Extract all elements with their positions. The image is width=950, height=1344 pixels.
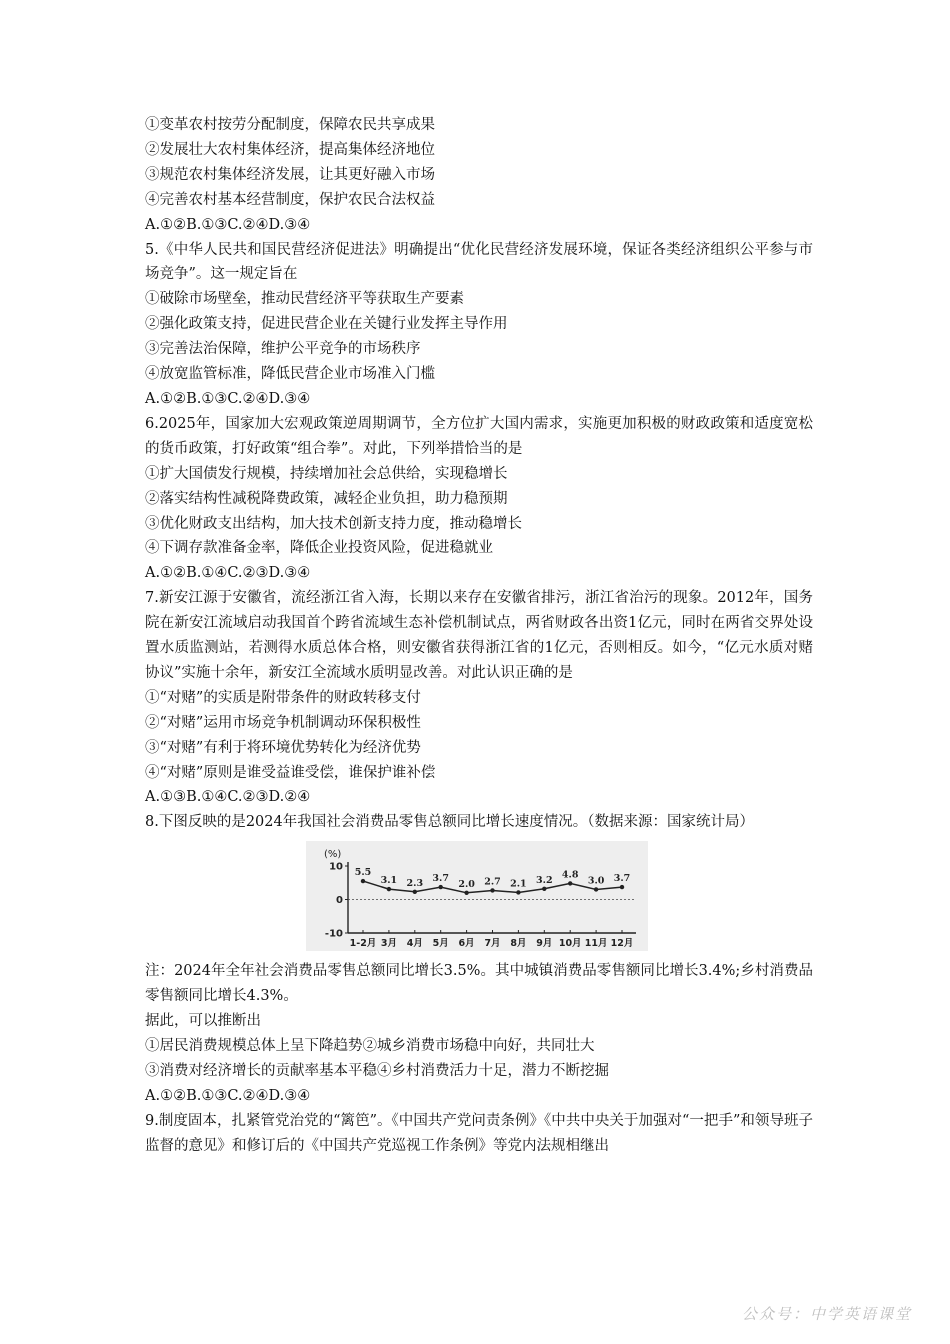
data-label: 3.2 <box>536 875 553 887</box>
data-point <box>594 888 598 892</box>
q6-answers: A.①②B.①④C.②③D.③④ <box>145 565 311 582</box>
q4-option-4: ④完善农村基本经营制度，保护农民合法权益 <box>145 191 435 208</box>
q5-option-3: ③完善法治保障，维护公平竞争的市场秩序 <box>145 341 421 358</box>
data-label: 2.3 <box>406 878 424 890</box>
data-point <box>568 882 572 886</box>
q8-lead: 据此，可以推断出 <box>145 1013 261 1030</box>
q4-option-1: ①变革农村按劳分配制度，保障农民共享成果 <box>145 117 435 133</box>
y-unit-label: (%) <box>324 849 342 861</box>
data-point <box>490 889 494 893</box>
x-tick-label: 9月 <box>536 938 553 950</box>
y-tick-label: -10 <box>324 928 343 940</box>
q4-option-3: ③规范农村集体经济发展，让其更好融入市场 <box>145 166 435 183</box>
data-point <box>413 890 417 894</box>
x-tick-label: 5月 <box>432 938 449 950</box>
q8-option-2: ③消费对经济增长的贡献率基本平稳④乡村消费活力十足，潜力不断挖掘 <box>145 1062 609 1079</box>
q7-option-4: ④“对赌”原则是谁受益谁受偿，谁保护谁补偿 <box>145 764 436 781</box>
q5-stem: 5.《中华人民共和国民营经济促进法》明确提出“优化民营经济发展环境，保证各类经济组织公平参与市场竞争”。这一规定旨在 <box>145 241 813 283</box>
data-point <box>542 887 546 891</box>
line-chart-svg <box>306 841 648 951</box>
data-point <box>516 891 520 895</box>
q5-option-4: ④放宽监管标准，降低民营企业市场准入门槛 <box>145 366 435 383</box>
data-label: 2.1 <box>510 878 527 890</box>
q7-stem: 7.新安江源于安徽省，流经浙江省入海，长期以来存在安徽省排污，浙江省治污的现象。2012年，国务院在新安江流域启动我国首个跨省流域生态补偿机制试点，两省财政各出资1亿元，同时在两省交界处设置水质监测站，若测得水质总体合格，则安徽省获得浙江省的1亿元，否则相反。如今，“亿元水质对赌协议”实施十余年，新安江全流域水质明显改善。对此认识正确的是 <box>145 590 813 681</box>
q4-answers: A.①②B.①③C.②④D.③④ <box>145 216 311 233</box>
x-tick-label: 4月 <box>406 938 423 950</box>
q8-note: 注：2024年全年社会消费品零售总额同比增长3.5%。其中城镇消费品零售额同比增长3.4%;乡村消费品零售额同比增长4.3%。 <box>145 963 813 1005</box>
retail-growth-chart <box>306 841 648 951</box>
q6-option-1: ①扩大国债发行规模，持续增加社会总供给，实现稳增长 <box>145 465 508 482</box>
data-label: 5.5 <box>354 867 372 879</box>
q6-stem: 6.2025年，国家加大宏观政策逆周期调节，全方位扩大国内需求，实施更加积极的财政政策和适度宽松的货币政策，打好政策“组合拳”。对此，下列举措恰当的是 <box>145 415 813 457</box>
q7-option-2: ②“对赌”运用市场竞争机制调动环保积极性 <box>145 714 421 731</box>
q8-option-1: ①居民消费规模总体上呈下降趋势②城乡消费市场稳中向好，共同壮大 <box>145 1038 595 1054</box>
q5-option-1: ①破除市场壁垒，推动民营经济平等获取生产要素 <box>145 291 464 308</box>
x-tick-label: 3月 <box>380 938 397 950</box>
data-label: 2.0 <box>458 879 475 891</box>
data-point <box>361 879 365 883</box>
data-label: 3.7 <box>613 873 631 885</box>
q5-option-2: ②强化政策支持，促进民营企业在关键行业发挥主导作用 <box>145 316 508 333</box>
q7-option-3: ③“对赌”有利于将环境优势转化为经济优势 <box>145 739 421 756</box>
data-label: 2.7 <box>484 876 501 888</box>
q7-option-1: ①“对赌”的实质是附带条件的财政转移支付 <box>145 689 421 706</box>
data-label: 3.0 <box>587 875 605 887</box>
q8-answers: A.①②B.①③C.②④D.③④ <box>145 1087 311 1104</box>
y-tick-label: 0 <box>336 895 343 907</box>
data-label: 3.7 <box>432 873 449 885</box>
data-point <box>464 891 468 895</box>
q5-answers: A.①②B.①③C.②④D.③④ <box>145 390 311 407</box>
x-tick-label: 10月 <box>558 938 582 950</box>
q8-stem: 8.下图反映的是2024年我国社会消费品零售总额同比增长速度情况。（数据来源：国家统计局） <box>145 814 754 831</box>
x-tick-label: 11月 <box>584 938 608 950</box>
data-label: 3.1 <box>380 875 398 887</box>
data-label: 4.8 <box>561 869 579 881</box>
x-tick-label: 6月 <box>458 938 475 950</box>
x-tick-label: 1-2月 <box>349 938 377 950</box>
exam-page <box>145 113 813 1159</box>
x-tick-label: 8月 <box>510 938 527 950</box>
q7-answers: A.①③B.①④C.②③D.②④ <box>145 789 311 806</box>
watermark: 公众号：中学英语课堂 <box>741 1305 912 1323</box>
y-tick-label: 10 <box>329 861 343 873</box>
q6-option-2: ②落实结构性减税降费政策，减轻企业负担，助力稳预期 <box>145 490 508 507</box>
q6-option-3: ③优化财政支出结构，加大技术创新支持力度，推动稳增长 <box>145 515 522 532</box>
data-point <box>620 885 624 889</box>
q9-stem: 9.制度固本，扎紧管党治党的“篱笆”。《中国共产党问责条例》《中共中央关于加强对“一把手”和领导班子监督的意见》和修订后的《中国共产党巡视工作条例》等党内法规相继出 <box>145 1112 813 1154</box>
x-tick-label: 7月 <box>484 938 501 950</box>
data-point <box>387 887 391 891</box>
data-point <box>439 885 443 889</box>
x-tick-label: 12月 <box>610 938 634 950</box>
q6-option-4: ④下调存款准备金率，降低企业投资风险，促进稳就业 <box>145 540 493 557</box>
q4-option-2: ②发展壮大农村集体经济，提高集体经济地位 <box>145 141 435 158</box>
